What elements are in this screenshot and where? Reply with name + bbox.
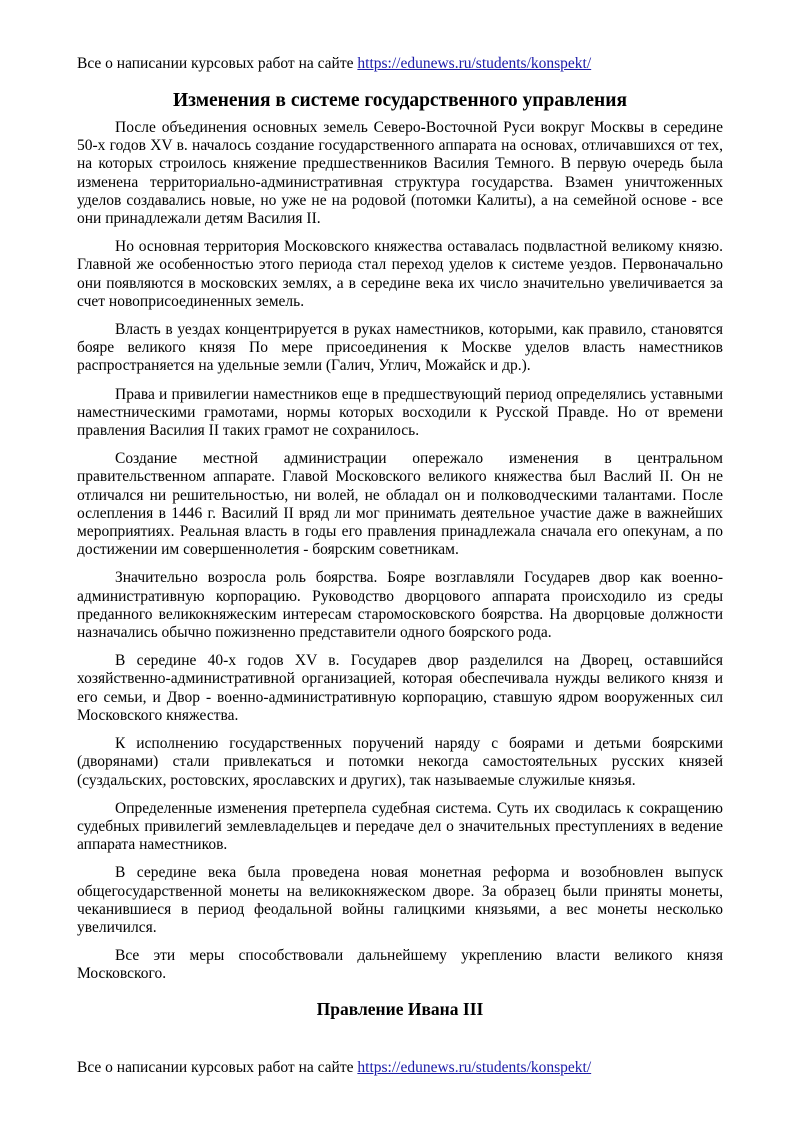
section-subtitle: Правление Ивана III <box>316 998 484 1019</box>
paragraph: Но основная территория Московского княжества оставалась подвластной великому князю. Главной же особенностью этого периода стал переход уделов к системе уездов. Первоначально они появляются в московских землях, а в середине века их число значительно увеличивается за счет новоприсоединенных земель. <box>77 238 723 310</box>
paragraph: Права и привилегии наместников еще в предшествующий период определялись уставными наместническими грамотами, нормы которых восходили к Русской Правде. Но от времени правления Василия II таких грамот не сохранилось. <box>77 385 723 440</box>
header-text: Все о написании курсовых работ на сайте <box>77 55 354 72</box>
page-footer <box>77 1059 591 1077</box>
header-link[interactable]: https://edunews.ru/students/konspekt/ <box>357 55 592 72</box>
paragraph: Значительно возросла роль боярства. Бояре возглавляли Государев двор как военно-административную корпорацию. Руководство дворцового аппарата происходило из среды преданного великокняжеским интересам старомосковского боярства. На дворцовые должности назначались обычно пожизненно представители одного боярского рода. <box>77 569 723 642</box>
footer-text: Все о написании курсовых работ на сайте <box>77 1059 354 1076</box>
paragraph: К исполнению государственных поручений наряду с боярами и детьми боярскими (дворянами) стали привлекаться и потомки некогда самостоятельных русских князей (суздальских, ростовских, ярославских и других), так называемые служилые князья. <box>77 735 723 789</box>
footer-link[interactable]: https://edunews.ru/students/konspekt/ <box>357 1059 592 1076</box>
page-header <box>77 55 591 73</box>
paragraph: В середине века была проведена новая монетная реформа и возобновлен выпуск общегосударственной монеты на великокняжеском дворе. За образец были приняты монеты, чеканившиеся в период феодальной войны галицкими князьями, а вес монеты несколько увеличился. <box>77 864 723 936</box>
paragraph: Власть в уездах концентрируется в руках наместников, которыми, как правило, становятся бояре великого князя По мере присоединения к Москве уделов власть наместников распространяется на удельные земли (Галич, Углич, Можайск и др.). <box>77 321 723 375</box>
paragraph: Определенные изменения претерпела судебная система. Суть их сводилась к сокращению судебных привилегий землевладельцев и передаче дел о значительных преступлениях в ведение аппарата наместников. <box>77 799 723 854</box>
paragraph: В середине 40-х годов XV в. Государев двор разделился на Дворец, оставшийся хозяйственно-административной организацией, которая обеспечивала нужды великого князя и его семьи, и Двор - военно-административную корпорацию, ставшую ядром вооруженных сил Московского княжества. <box>77 652 723 724</box>
paragraph: После объединения основных земель Северо-Восточной Руси вокруг Москвы в середине 50-х годов XV в. началось создание государственного аппарата на основах, отличавшихся от тех, на которых строилось княжение предшественников Василия Темного. В первую очередь была изменена территориально-административная структура государства. Взамен уничтоженных уделов создавались новые, но уже не на родовой (потомки Калиты), а на семейной основе - все они принадлежали детям Василия II. <box>77 119 723 228</box>
document-body <box>77 89 723 1020</box>
paragraph: Создание местной администрации опережало изменения в центральном правительственном аппарате. Главой Московского великого княжества был Васлий II. Он не отличался ни решительностью, ни волей, не обладал он и полководческими талантами. После ослепления в 1446 г. Василий II вряд ли мог принимать деятельное участие даже в важнейших мероприятиях. Реальная власть в годы его правления принадлежала сначала его опекунам, а по достижении им совершеннолетия - боярским советникам. <box>77 450 723 559</box>
paragraph: Все эти меры способствовали дальнейшему укреплению власти великого князя Московского. <box>77 947 723 983</box>
document-title: Изменения в системе государственного управления <box>172 90 628 111</box>
